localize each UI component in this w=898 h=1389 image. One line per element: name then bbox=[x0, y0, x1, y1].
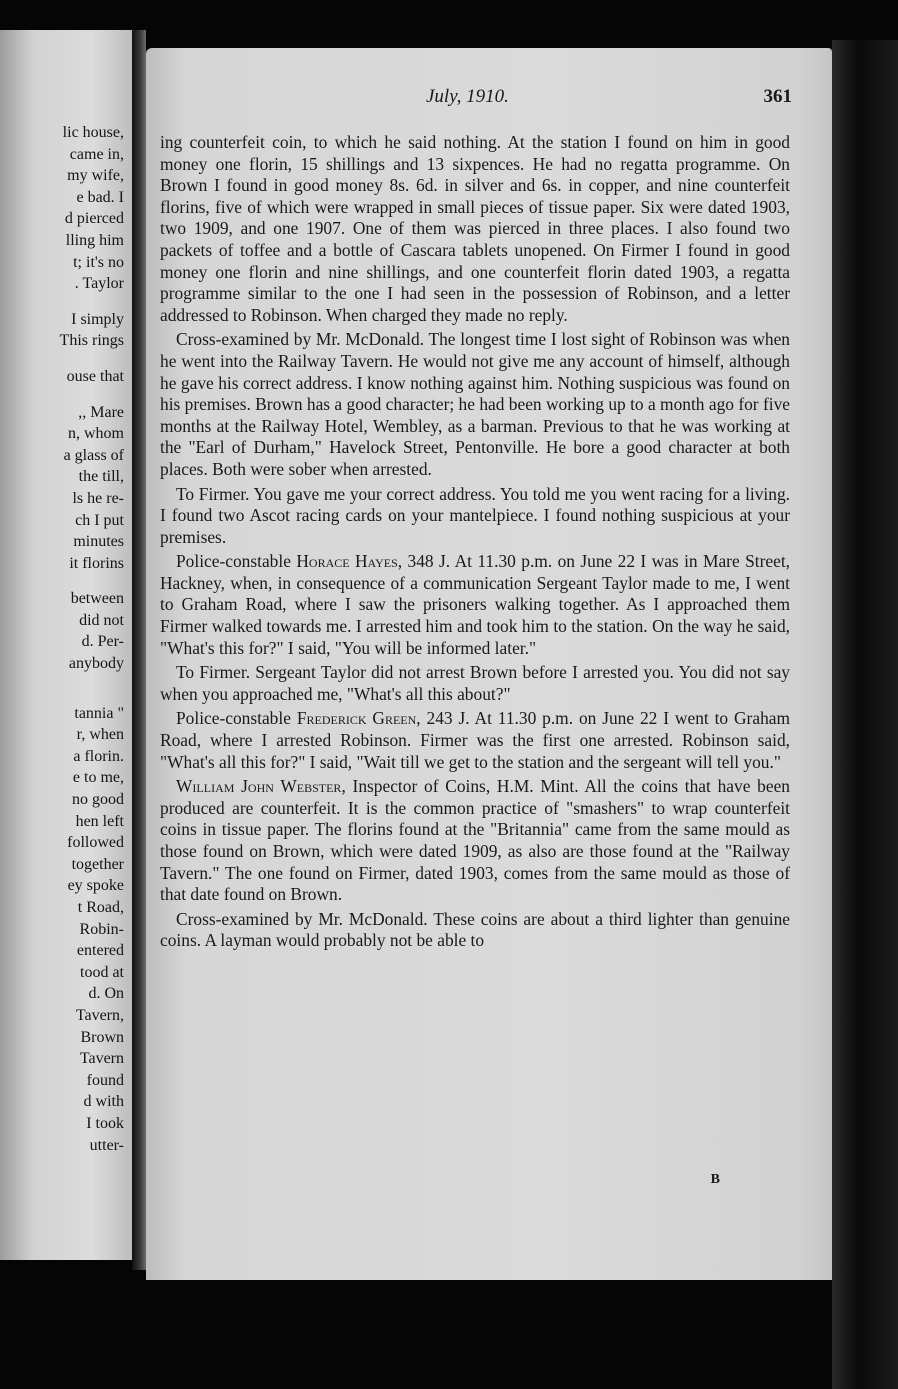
facing-page-line: anybody bbox=[68, 655, 124, 673]
facing-page-line bbox=[60, 388, 124, 402]
facing-page-line: no good bbox=[72, 791, 124, 809]
facing-page-line: n, whom bbox=[68, 425, 124, 443]
facing-page-fragment bbox=[0, 30, 132, 1260]
facing-page-line: did not bbox=[79, 611, 124, 629]
facing-page-lines bbox=[60, 122, 124, 1156]
page-header bbox=[172, 86, 792, 110]
facing-page-line: utter- bbox=[89, 1136, 124, 1154]
book-gutter bbox=[132, 30, 146, 1270]
page-edge-shadow bbox=[832, 40, 898, 1389]
facing-page-line: ch I put bbox=[75, 511, 124, 529]
paragraph-to-firmer-2: To Firmer. Sergeant Taylor did not arrest Brown before I arrested you. You did not say when you approached me, "What's all this about?" bbox=[160, 662, 790, 704]
testimony-text: , 243 J. At 11.30 p.m. on June 22 I went to Graham Road, where I arrested Robinson. Firmer was the first one arrested. Robinson said, "What's all this for?" I said, "Wait till we get to the station and the sergeant will tell you." bbox=[160, 708, 791, 772]
facing-page-line: r, when bbox=[76, 726, 124, 744]
facing-page-line bbox=[60, 295, 124, 309]
paragraph-webster-testimony bbox=[160, 776, 790, 906]
facing-page-line: t Road, bbox=[77, 899, 124, 916]
facing-page-line: Robin- bbox=[79, 920, 124, 938]
facing-page-line: ,, Mare bbox=[78, 403, 124, 421]
facing-page-line: d. On bbox=[88, 985, 124, 1003]
book-page bbox=[146, 48, 832, 1280]
paragraph-search-findings: ing counterfeit coin, to which he said nothing. At the station I found on him in good money one florin, 15 shillings and 13 sixpences. He had no regatta programme. On Brown I found in good money 8s. 6d. in silver and 6s. in copper, and nine counterfeit florins, five of which were wrapped in small pieces of tissue paper. Six were dated 1903, two 1909, and one 1907. One of them was pierced in three places. I also found two packets of toffee and a bottle of Cascara tablets unopened. On Firmer I found in good money one florin and nine shillings, and one counterfeit florin dated 1903, a regatta programme similar to the one I had seen in the possession of Robinson, and a letter addressed to Robinson. When charged they made no reply. bbox=[160, 132, 790, 325]
witness-name: Horace Hayes bbox=[296, 551, 398, 572]
running-head: July, 1910. bbox=[426, 86, 509, 107]
facing-page-line: ouse that bbox=[66, 367, 124, 385]
facing-page-line bbox=[60, 689, 124, 703]
facing-page-line bbox=[60, 675, 124, 689]
facing-page-line: minutes bbox=[73, 533, 124, 551]
testimony-text: , 348 J. At 11.30 p.m. on June 22 I was in Mare Street, Hackney, when, in consequence of a communication Sergeant Taylor made to me, I went to Graham Road, where I saw the prisoners walking together. As I approached them Firmer walked towards me. I arrested him and took him to the station. On the way he said, "What's this for?" I said, "You will be informed later." bbox=[160, 551, 791, 658]
facing-page-line bbox=[60, 574, 124, 588]
facing-page-line: it florins bbox=[69, 554, 124, 572]
facing-page-line: d. Per- bbox=[81, 633, 124, 651]
facing-page-line: d pierced bbox=[64, 210, 124, 228]
witness-name: Frederick Green bbox=[296, 708, 417, 729]
facing-page-line: Brown bbox=[80, 1028, 124, 1046]
facing-page-line: between bbox=[70, 590, 124, 608]
facing-page-line: lling him bbox=[65, 231, 124, 249]
paragraph-hayes-testimony bbox=[160, 551, 790, 659]
facing-page-line: t; it's no bbox=[73, 253, 124, 271]
paragraph-to-firmer: To Firmer. You gave me your correct address. You told me you went racing for a living. I found two Ascot racing cards on your mantelpiece. I found nothing suspicious at your premises. bbox=[160, 483, 790, 547]
facing-page-line bbox=[60, 352, 124, 366]
facing-page-line: I took bbox=[86, 1114, 124, 1132]
facing-page-line: I simply bbox=[71, 310, 124, 328]
facing-page-line: This rings bbox=[59, 332, 124, 350]
page-body bbox=[160, 132, 790, 955]
facing-page-line: e to me, bbox=[72, 769, 124, 787]
facing-page-line: the till, bbox=[78, 468, 124, 486]
facing-page-line: followed bbox=[67, 834, 124, 852]
facing-page-line: a glass of bbox=[63, 446, 124, 464]
paragraph-cross-examination: Cross-examined by Mr. McDonald. The longest time I lost sight of Robinson was when he went into the Railway Tavern. He would not give me any account of himself, although he gave his correct address. I know nothing against him. Nothing suspicious was found on his premises. Brown has a good character; he had been working up to a month ago for five months at the Railway Hotel, Wembley, as a barman. Previous to that he was working at the "Earl of Durham," Havelock Street, Pentonville. He bore a good character at both places. Both were sober when arrested. bbox=[160, 329, 790, 479]
facing-page-line: Tavern, bbox=[75, 1006, 124, 1024]
witness-name: William John Webster bbox=[176, 776, 342, 797]
witness-lead: Police-constable bbox=[176, 551, 297, 572]
facing-page-line: tood at bbox=[80, 963, 124, 981]
facing-page-line: e bad. I bbox=[76, 188, 124, 206]
page-number: 361 bbox=[763, 86, 792, 107]
facing-page-line: lic house, bbox=[62, 124, 124, 141]
facing-page-line: a florin. bbox=[73, 747, 124, 765]
facing-page-line: entered bbox=[76, 942, 124, 960]
witness-lead: Police-constable bbox=[176, 708, 297, 729]
facing-page-line: together bbox=[71, 855, 124, 873]
facing-page-line: . Taylor bbox=[74, 275, 124, 293]
facing-page-line: ey spoke bbox=[67, 877, 124, 895]
signature-mark: B bbox=[710, 1172, 720, 1187]
facing-page-line: ls he re- bbox=[72, 489, 124, 507]
facing-page-line: came in, bbox=[69, 145, 124, 163]
paragraph-green-testimony bbox=[160, 708, 790, 773]
facing-page-line: Tavern bbox=[79, 1050, 124, 1068]
testimony-text: , Inspector of Coins, H.M. Mint. All the coins that have been produced are counterfeit. It is the common practice of "smashers" to wrap counterfeit coins in tissue paper. The florins found at the "Britannia" came from the same mould as those found on Brown, which were dated 1909, as also are those found at the "Railway Tavern." The one found on Firmer, dated 1903, comes from the same mould as those of that date found on Brown. bbox=[160, 776, 791, 905]
facing-page-line: tannia " bbox=[74, 704, 124, 722]
facing-page-line: hen left bbox=[75, 812, 124, 830]
facing-page-line: my wife, bbox=[67, 167, 124, 185]
facing-page-line: found bbox=[86, 1071, 124, 1089]
facing-page-line: d with bbox=[83, 1093, 124, 1111]
paragraph-cross-examination-2: Cross-examined by Mr. McDonald. These coins are about a third lighter than genuine coins. A layman would probably not be able to bbox=[160, 908, 790, 951]
